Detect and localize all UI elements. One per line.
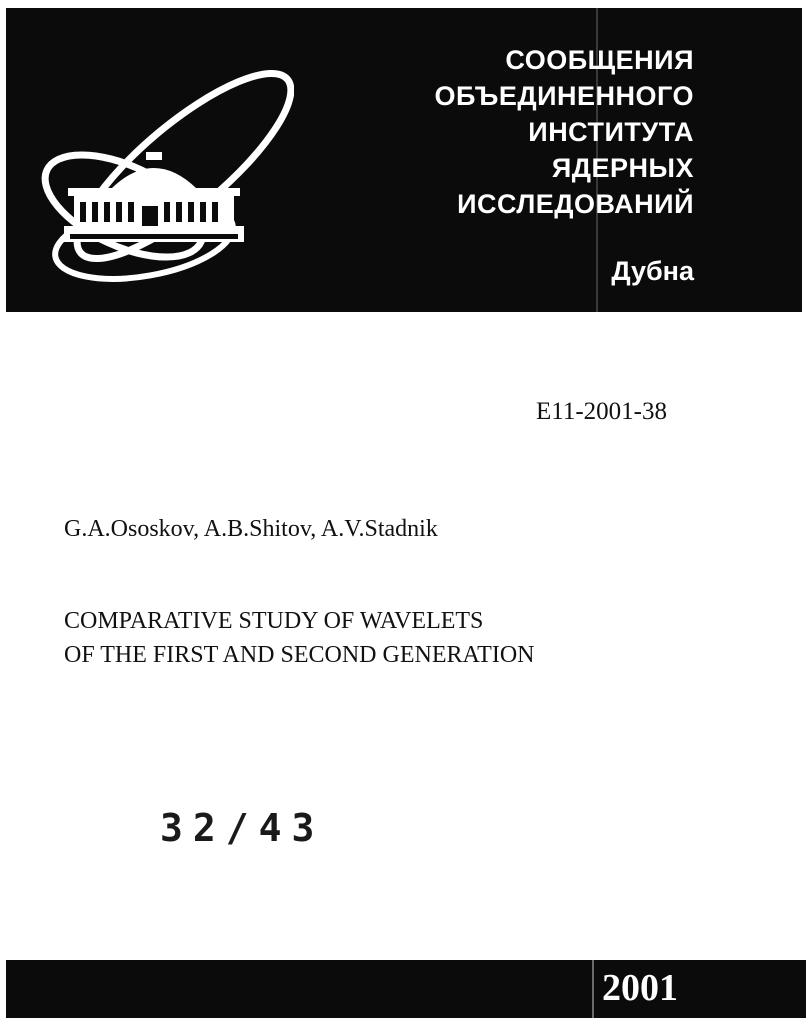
jinr-logo-icon bbox=[34, 56, 294, 296]
institute-line: ИССЛЕДОВАНИЙ bbox=[457, 189, 694, 219]
institute-line: СООБЩЕНИЯ bbox=[505, 45, 694, 75]
title-line: COMPARATIVE STUDY OF WAVELETS bbox=[64, 608, 484, 634]
institute-name bbox=[435, 42, 694, 222]
report-number: E11-2001-38 bbox=[536, 398, 667, 425]
title-line: OF THE FIRST AND SECOND GENERATION bbox=[64, 642, 535, 668]
institute-city: Дубна bbox=[611, 256, 694, 286]
footer-band bbox=[6, 960, 806, 1018]
header-band bbox=[6, 8, 802, 312]
footer-divider bbox=[592, 960, 594, 1018]
publication-year: 2001 bbox=[602, 967, 678, 1009]
institute-line: ОБЪЕДИНЕННОГО bbox=[434, 81, 694, 111]
document-title bbox=[64, 604, 534, 672]
handwritten-stamp: 32/43 bbox=[160, 806, 325, 850]
institute-line: ИНСТИТУТА bbox=[528, 117, 694, 147]
authors: G.A.Ososkov, A.B.Shitov, A.V.Stadnik bbox=[64, 516, 438, 542]
institute-line: ЯДЕРНЫХ bbox=[551, 153, 694, 183]
